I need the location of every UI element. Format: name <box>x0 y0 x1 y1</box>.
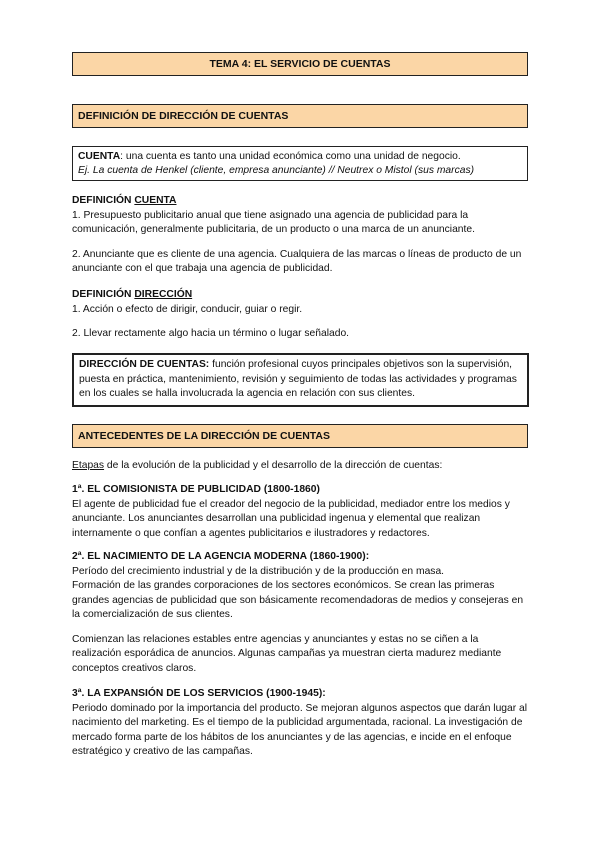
stage-2-text-2: Formación de las grandes corporaciones de los sectores económicos. Se crean las primeras grandes agencias de publicidad que son básicamente recomendadoras de medios y consejeras en la comercialización de sus clientes. <box>72 580 524 620</box>
section-heading-antecedentes: ANTECEDENTES DE LA DIRECCIÓN DE CUENTAS <box>72 424 528 448</box>
definicion-direccion-block <box>72 288 528 342</box>
stage-1-block <box>72 483 528 541</box>
stage-1-title: 1ª. EL COMISIONISTA DE PUBLICIDAD (1800-1860) <box>72 484 320 495</box>
stage-3-title: 3ª. LA EXPANSIÓN DE LOS SERVICIOS (1900-1945): <box>72 688 326 699</box>
direccion-cuentas-term: DIRECCIÓN DE CUENTAS: <box>79 359 210 370</box>
cuenta-definition <box>78 150 522 164</box>
definicion-direccion-word: DIRECCIÓN <box>134 289 193 300</box>
cuenta-term: CUENTA <box>78 151 121 162</box>
definicion-direccion-heading <box>72 288 528 303</box>
cuenta-def-text: : una cuenta es tanto una unidad económica como una unidad de negocio. <box>120 151 461 162</box>
stage-2-block <box>72 550 528 676</box>
document-title: TEMA 4: EL SERVICIO DE CUENTAS <box>72 52 528 76</box>
stage-2-text-1: Período del crecimiento industrial y de la distribución y de la producción en masa. <box>72 565 445 577</box>
stage-3-text: Periodo dominado por la importancia del producto. Se mejoran algunos aspectos que darán lugar al nacimiento del marketing. Es el tiempo de la publicidad argumentada, racional. La investigación de mercado forma parte de los hábitos de los anunciantes y de las agencias, e incide en el enfoque estratégico y creativo de las campañas. <box>72 702 528 757</box>
etapas-intro <box>72 459 528 474</box>
direccion-cuentas-box <box>72 353 529 407</box>
stage-3-block <box>72 687 528 760</box>
definicion-direccion-prefix: DEFINICIÓN <box>72 289 135 300</box>
stage-1-text: El agente de publicidad fue el creador del negocio de la publicidad, mediador entre los medios y anunciante. Los anunciantes desarrollan una publicidad ingenua y elemental que realizan internamente o que confían a agentes publicitarios e ilustradores y redactores. <box>72 498 510 539</box>
etapas-rest: de la evolución de la publicidad y el desarrollo de la dirección de cuentas: <box>104 460 443 471</box>
definicion-cuenta-1: 1. Presupuesto publicitario anual que tiene asignado una agencia de publicidad para la comunicación, generalmente publicitaria, de un producto o una marca de un anunciante. <box>72 209 475 235</box>
definicion-cuenta-heading <box>72 194 528 209</box>
definicion-cuenta-2: 2. Anunciante que es cliente de una agencia. Cualquiera de las marcas o líneas de producto de un anunciante con el que trabaja una agencia de publicidad. <box>72 248 522 274</box>
cuenta-example: Ej. La cuenta de Henkel (cliente, empresa anunciante) // Neutrex o Mistol (sus marcas) <box>78 164 475 176</box>
cuenta-definition-box <box>72 146 528 181</box>
definicion-cuenta-block <box>72 194 528 277</box>
stage-2-text-3: Comienzan las relaciones estables entre agencias y anunciantes y estas no se ciñen a la realización esporádica de anuncios. Algunas campañas ya muestran cierta madurez mediante conceptos creativos claros. <box>72 633 502 674</box>
definicion-cuenta-prefix: DEFINICIÓN <box>72 195 135 206</box>
definicion-direccion-2: 2. Llevar rectamente algo hacia un término o lugar señalado. <box>72 328 350 339</box>
etapas-word: Etapas <box>72 460 105 471</box>
direccion-cuentas-text: función profesional cuyos principales objetivos son la supervisión, puesta en práctica, mantenimiento, revisión y seguimiento de todas las actividades y programas en los cuales se halla involucrada la agencia en relación con sus clientes. <box>79 359 517 399</box>
stage-2-title: 2ª. EL NACIMIENTO DE LA AGENCIA MODERNA (1860-1900): <box>72 551 370 562</box>
section-heading-definicion: DEFINICIÓN DE DIRECCIÓN DE CUENTAS <box>72 104 528 128</box>
definicion-cuenta-word: CUENTA <box>134 195 177 206</box>
direccion-cuentas-definition <box>79 358 522 402</box>
definicion-direccion-1: 1. Acción o efecto de dirigir, conducir, guiar o regir. <box>72 303 303 315</box>
